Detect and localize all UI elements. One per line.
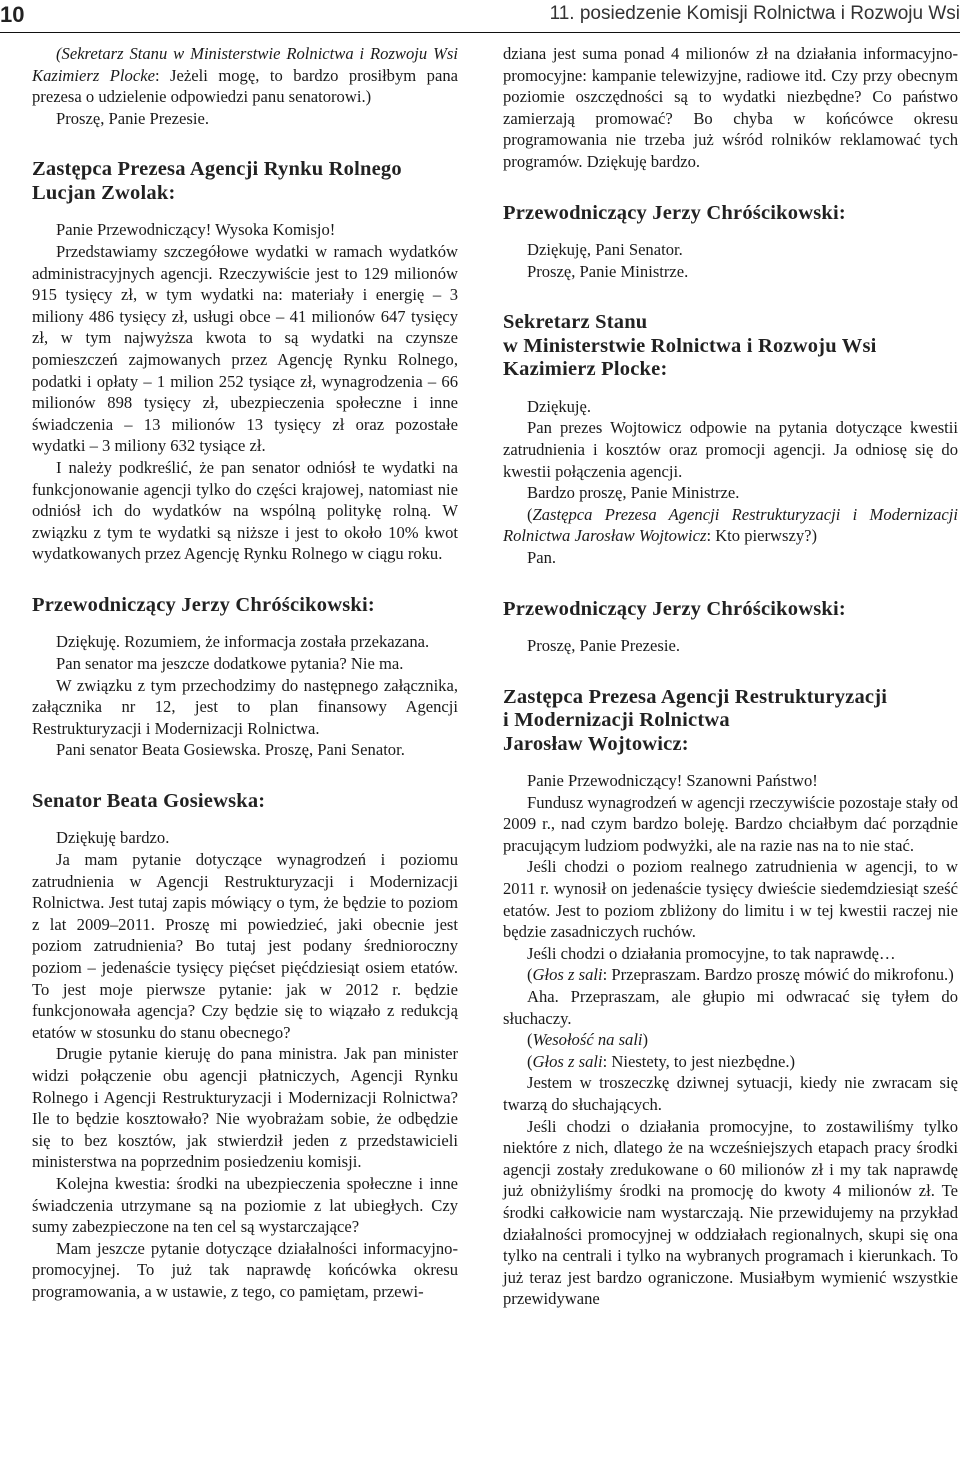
paragraph: [503, 504, 958, 547]
paren: (: [527, 504, 533, 524]
paragraph: Dziękuję.: [527, 396, 592, 416]
speaker-line: w Ministerstwie Rolnictwa i Rozwoju Wsi: [503, 334, 877, 357]
paragraph: dziana jest suma ponad 4 milionów zł na działania informacyjno-promocyjne: kampanie telewizyjne, radiowe itd. Czy przy obecnym poziomie oszczędności są to wydatki niezbędne? Co państwo zamierzają promować? Bo chyba w końcówce okresu programowania nie trzeba już wśród rolników reklamować tych programów. Dziękuję bardzo.: [503, 44, 958, 171]
italic-text: Głos z sali: [532, 1051, 603, 1071]
left-column: [32, 43, 458, 1303]
speaker-heading: Senator Beata Gosiewska:: [32, 789, 266, 812]
paren: ): [642, 1030, 649, 1050]
paragraph: Aha. Przepraszam, ale głupio mi odwracać się tyłem do słuchaczy.: [503, 987, 958, 1028]
paragraph-text: : Kto pierwszy?): [706, 526, 818, 546]
paren: (: [527, 965, 533, 985]
speaker-heading: [503, 311, 958, 382]
paragraph: Proszę, Panie Prezesie.: [56, 108, 209, 128]
paragraph-text: : Przepraszam. Bardzo proszę mówić do mikrofonu.): [602, 965, 954, 985]
paragraph: [503, 1051, 958, 1073]
running-title: 11. posiedzenie Komisji Rolnictwa i Rozwoju Wsi: [549, 3, 960, 24]
page-header: [0, 0, 960, 33]
paragraph: Proszę, Panie Ministrze.: [527, 261, 689, 281]
speaker-heading: [503, 686, 958, 757]
paragraph-text: : Niestety, to jest niezbędne.): [602, 1051, 796, 1071]
paragraph: Fundusz wynagrodzeń w agencji rzeczywiście pozostaje stały od 2009 r., nad czym bardzo boleję. Bardzo chciałbym dać porządnie pracującym ludziom podwyżki, ale na razie nas na to nie stać.: [503, 792, 958, 855]
paragraph: Pan prezes Wojtowicz odpowie na pytania dotyczące kwestii zatrudnienia i kosztów oraz promocji agencji. Ja odniosę się do kwestii połączenia agencji.: [503, 418, 958, 481]
paragraph: Jeśli chodzi o działania promocyjne, to zostawiliśmy tylko niektóre z nich, dlatego że na wcześniejszych etapach pracy środki agencji zostały zredukowane o 60 milionów zł i my tak naprawdę już obniżyliśmy środki na promocję do kwoty 4 milionów zł. Te środki całkowicie nam wystarczają. Nie przewidujemy na przykład działalności promocyjnej w oddziałach regionalnych, skupi się ona tylko na centrali i tylko na wybranych programach i kierunkach. To już teraz jest bardzo ograniczone. Musiałbym wymienić wszystkie przewidywane: [503, 1116, 958, 1309]
italic-text: Głos z sali: [532, 965, 603, 985]
paragraph: Przedstawiamy szczegółowe wydatki w ramach wydatków administracyjnych agencji. Rzeczywiście jest to 129 milionów 915 tysięcy zł, w tym wydatki na: materiały i energię – 3 miliony 486 tysięcy zł, usługi obce – 41 milionów 647 tysięcy zł, w tym najwyższa kwota to są wydatki na czynsze pomieszczeń zajmowanych przez Agencję Rynku Rolnego, podatki i opłaty – 1 milion 252 tysiące zł, wynagrodzenia – 66 milionów 898 tysięcy zł, ubezpieczenia społeczne i inne świadczenia – 13 milionów 13 tysięcy zł oraz pozostałe wydatki – 3 miliony 632 tysiące zł.: [32, 241, 458, 456]
paragraph: [503, 964, 958, 986]
speaker-line: Zastępca Prezesa Agencji Rynku Rolnego: [32, 158, 402, 181]
paragraph: Pani senator Beata Gosiewska. Proszę, Pani Senator.: [56, 740, 405, 760]
speaker-line: Sekretarz Stanu: [503, 311, 648, 334]
speaker-heading: Przewodniczący Jerzy Chróścikowski:: [503, 201, 846, 224]
paragraph: Dziękuję, Pani Senator.: [527, 240, 683, 260]
paragraph: Pan senator ma jeszcze dodatkowe pytania? Nie ma.: [56, 653, 404, 673]
paragraph: Dziękuję. Rozumiem, że informacja została przekazana.: [56, 632, 430, 652]
paragraph-text: : Jeżeli mogę, to bardzo prosiłbym pana prezesa o udzielenie odpowiedzi panu senatorowi.): [32, 65, 458, 107]
speaker-heading: Przewodniczący Jerzy Chróścikowski:: [32, 593, 375, 616]
paragraph: Proszę, Panie Prezesie.: [527, 636, 680, 655]
paragraph: Dziękuję bardzo.: [56, 828, 170, 848]
paragraph: [503, 1029, 958, 1051]
italic-text: Wesołość na sali: [532, 1030, 643, 1050]
speaker-line: Kazimierz Plocke:: [503, 358, 668, 381]
paragraph: Ja mam pytanie dotyczące wynagrodzeń i poziomu zatrudnienia w Agencji Restrukturyzacji i Modernizacji Rolnictwa. Jest tutaj zapis mówiący o tym, że będzie to poziom z lat 2009–2011. Proszę mi powiedzieć, jaki obecnie jest poziom zatrudnienia? Bo tutaj jest podany średnioroczny poziom – jedenaście tysięcy pięćset pięćdziesiąt osiem etatów. To jest moje pierwsze pytanie: jak w 2012 r. będzie funkcjonowała agencja? Czy będzie się to wiązało z redukcją etatów w stosunku do stanu obecnego?: [32, 850, 458, 1042]
speaker-line: Jarosław Wojtowicz:: [503, 732, 689, 755]
speaker-line: Zastępca Prezesa Agencji Restrukturyzacji: [503, 685, 888, 708]
paragraph: Mam jeszcze pytanie dotyczące działalności informacyjno-promocyjnej. To już tak naprawdę końcówka okresu programowania, a w ustawie, z tego, co pamiętam, przewi-: [32, 1238, 458, 1301]
speaker-heading: Przewodniczący Jerzy Chróścikowski:: [503, 597, 846, 620]
speaker-heading: [32, 158, 458, 205]
right-column: [503, 43, 958, 1310]
paragraph: Jeśli chodzi o działania promocyjne, to tak naprawdę…: [527, 943, 896, 963]
italic-text: Zastępca Prezesa Agencji Restrukturyzacji i Modernizacji Rolnictwa Jarosław Wojtowicz: [503, 504, 958, 546]
paragraph: Kolejna kwestia: środki na ubezpieczenia społeczne i inne świadczenia utrzymane są na poziomie z lat ubiegłych. Czy sumy zabezpieczone na ten cel są wystarczające?: [32, 1173, 458, 1237]
paragraph: Drugie pytanie kieruję do pana ministra. Jak pan minister widzi połączenie obu agencji płatniczych, Agencji Rynku Rolnego i Agencji Restrukturyzacji i Modernizacji Rolnictwa? Ile to będzie kosztowało? Nie wyobrażam sobie, że odbędzie się to bez kosztów, jak stwierdził jeden z przedstawicieli ministerstwa na poprzednim posiedzeniu komisji.: [32, 1044, 458, 1172]
paragraph: W związku z tym przechodzimy do następnego załącznika, załącznika nr 12, jest to plan finansowy Agencji Restrukturyzacji i Modernizacji Rolnictwa.: [32, 675, 458, 738]
paragraph: Pan.: [527, 547, 557, 567]
paren: (: [527, 1051, 533, 1071]
speaker-line: i Modernizacji Rolnictwa: [503, 709, 730, 732]
italic-text: (Sekretarz Stanu w Ministerstwie Rolnictwa i Rozwoju Wsi Kazimierz Plocke: [32, 44, 458, 85]
paragraph: Panie Przewodniczący! Szanowni Państwo!: [527, 771, 818, 791]
paragraph: [32, 43, 458, 108]
paragraph: Panie Przewodniczący! Wysoka Komisjo!: [56, 220, 336, 240]
paragraph: Jeśli chodzi o poziom realnego zatrudnienia w agencji, to w 2011 r. wynosił on jedenaście tysięcy dwieście siedemdziesiąt sześć etatów. Jest to poziom zbliżony do limitu i w tej kwestii raczej nie będzie zasadniczych ruchów.: [503, 857, 958, 942]
paragraph: Bardzo proszę, Panie Ministrze.: [527, 483, 740, 503]
page-number: 10: [0, 2, 25, 27]
speaker-line: Lucjan Zwolak:: [32, 181, 176, 204]
paragraph: I należy podkreślić, że pan senator odniósł te wydatki na funkcjonowanie agencji tylko do części krajowej, natomiast nie odniósł ich do wydatków na wspólną politykę rolną. W związku z tym te wydatki są niższe i jest to około 10% kwot wydatkowanych przez Agencję Rynku Rolnego w ciągu roku.: [32, 457, 458, 564]
paragraph: Jestem w troszeczkę dziwnej sytuacji, kiedy nie zwracam się twarzą do słuchających.: [503, 1073, 958, 1114]
paren: (: [527, 1030, 533, 1050]
